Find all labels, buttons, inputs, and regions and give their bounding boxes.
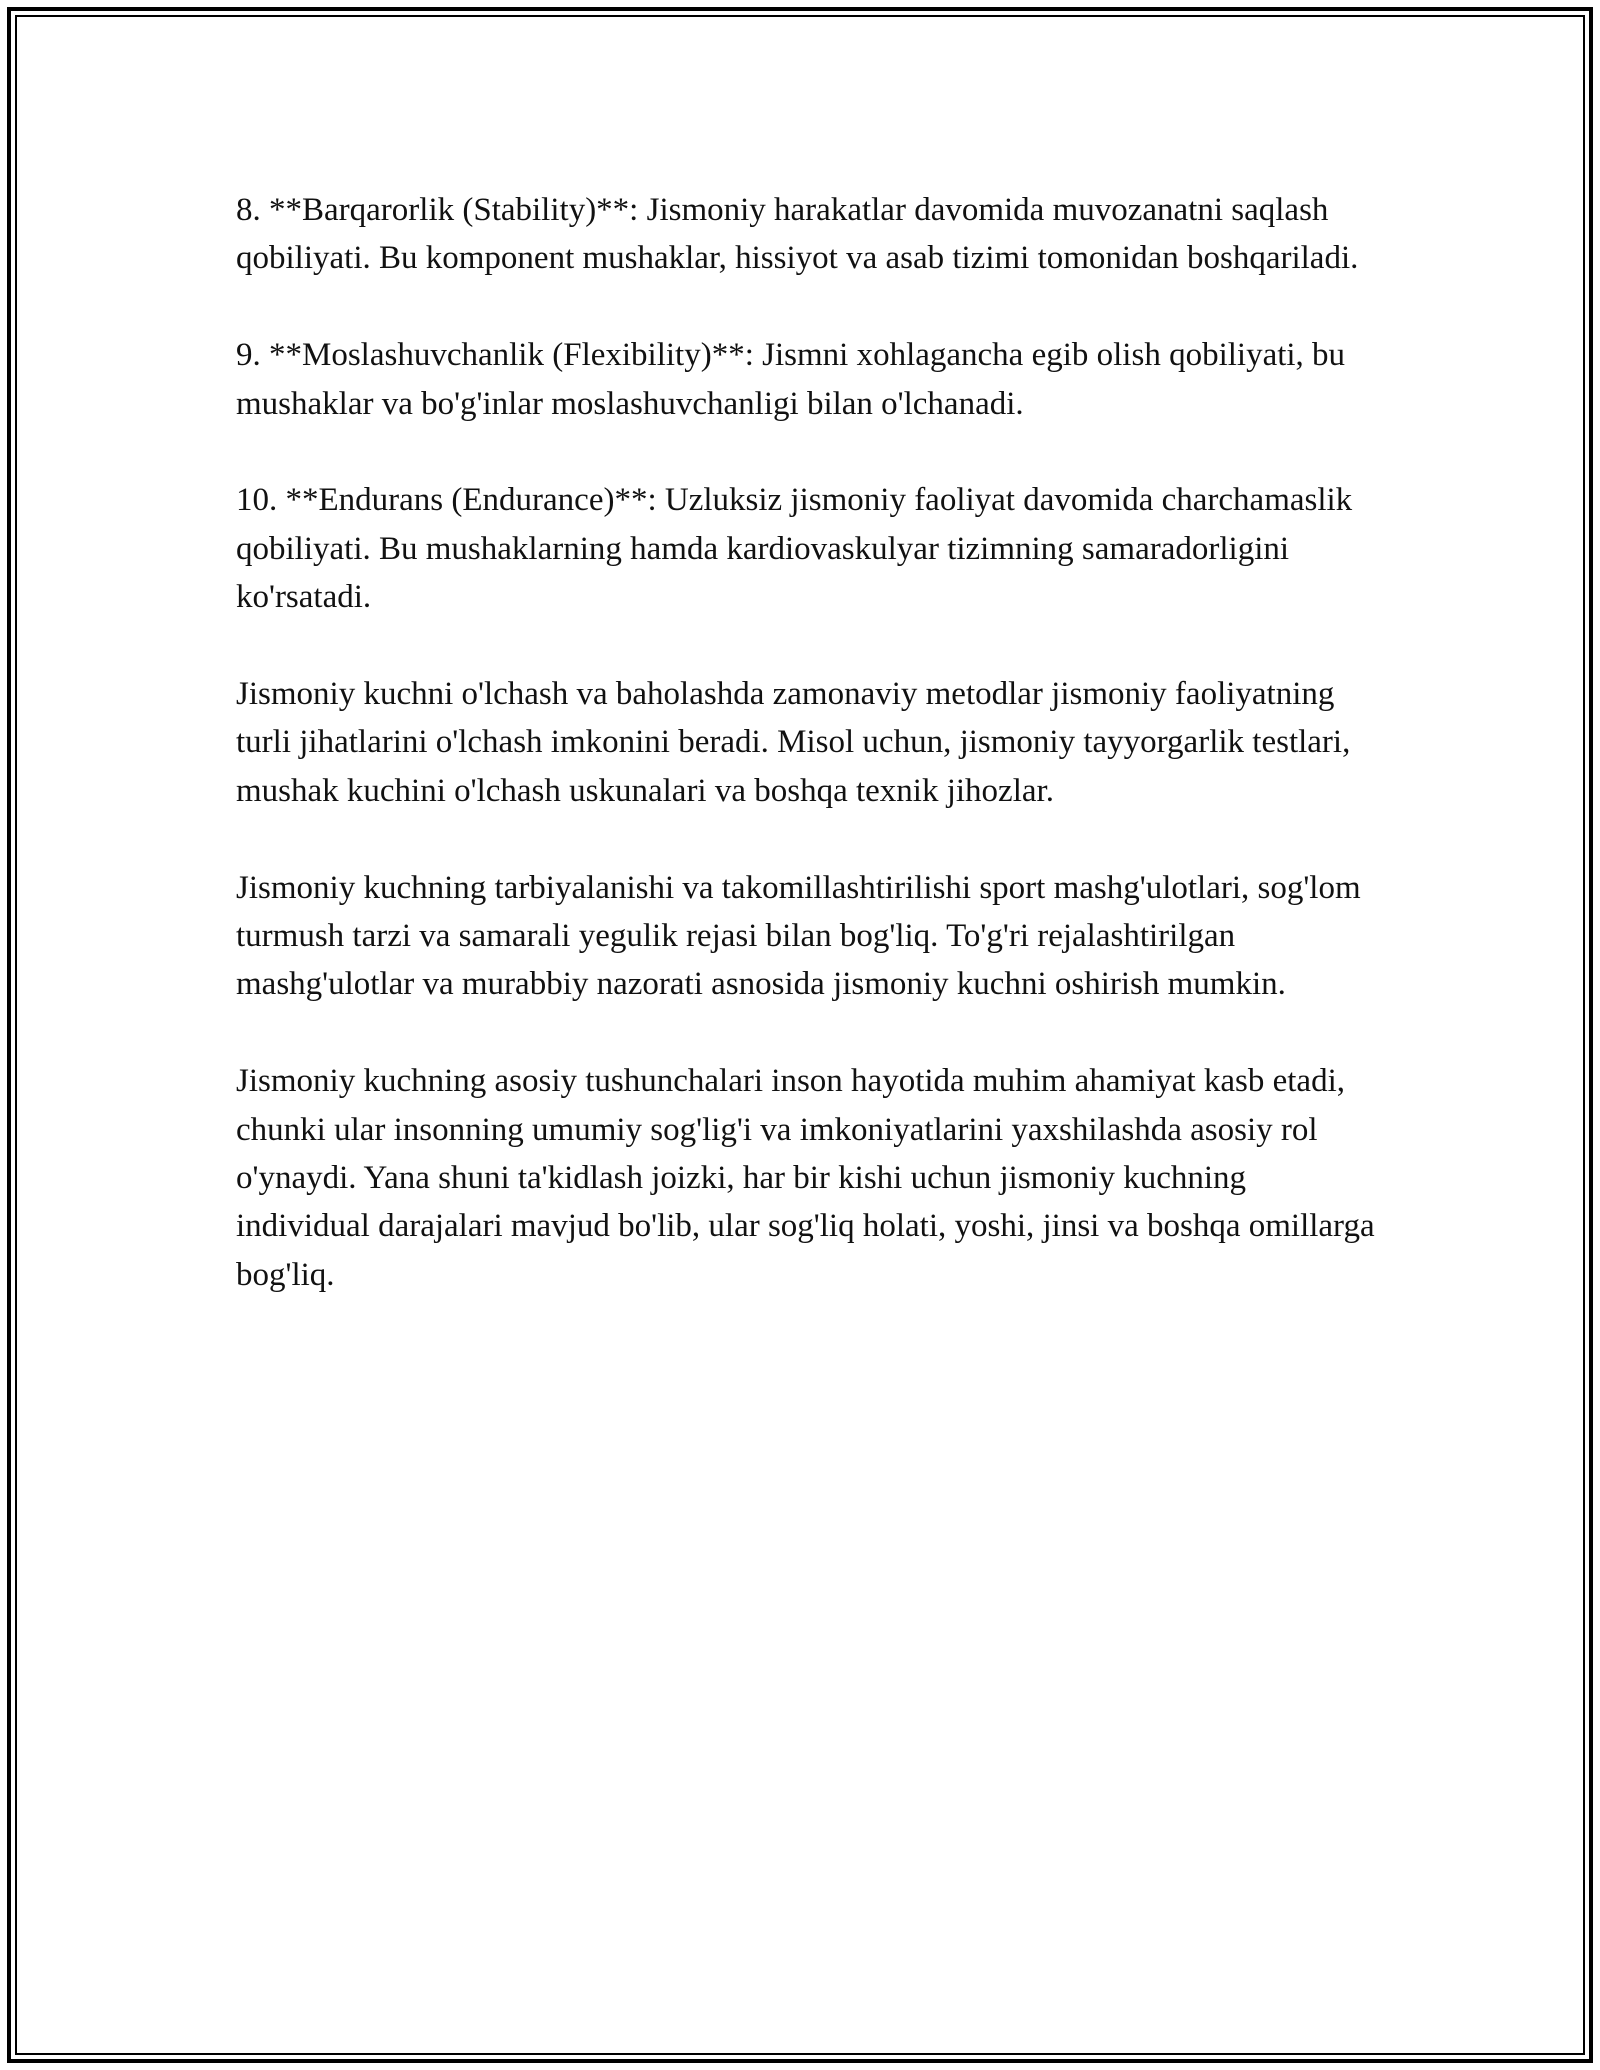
paragraph-endurance: 10. **Endurans (Endurance)**: Uzluksiz jismoniy faoliyat davomida charchamaslik qobiliyati. Bu mushaklarning hamda kardiovaskulyar tizimning samaradorligini ko'rsatadi. — [236, 482, 1353, 616]
paragraph-flexibility: 9. **Moslashuvchanlik (Flexibility)**: Jismni xohlagancha egib olish qobiliyati, bu mushaklar va bo'g'inlar moslashuvchanligi bilan o'lchanadi. — [236, 337, 1346, 422]
paragraph-stability: 8. **Barqarorlik (Stability)**: Jismoniy harakatlar davomida muvozanatni saqlash qobiliyati. Bu komponent mushaklar, hissiyot va asab tizimi tomonidan boshqariladi. — [236, 192, 1359, 277]
paragraph-training: Jismoniy kuchning tarbiyalanishi va takomillashtirilishi sport mashg'ulotlari, sog'lom turmush tarzi va samarali yegulik rejasi bilan bog'liq. To'g'ri rejalashtirilgan mashg'ulotlar va murabbiy nazorati asnosida jismoniy kuchni oshirish mumkin. — [236, 869, 1361, 1003]
paragraph-conclusion: Jismoniy kuchning asosiy tushunchalari inson hayotida muhim ahamiyat kasb etadi, chunki ular insonning umumiy sog'lig'i va imkoniyatlarini yaxshilashda asosiy rol o'ynaydi. Yana shuni ta'kidlash joizki, har bir kishi uchun jismoniy kuchning individual darajalari mavjud bo'lib, ular sog'liq holati, yoshi, jinsi va boshqa omillarga bog'liq. — [236, 1063, 1375, 1293]
paragraph-measurement: Jismoniy kuchni o'lchash va baholashda zamonaviy metodlar jismoniy faoliyatning turli jihatlarini o'lchash imkonini beradi. Misol uchun, jismoniy tayyorgarlik testlari, mushak kuchini o'lchash uskunalari va boshqa texnik jihozlar. — [236, 676, 1351, 809]
document-body — [236, 186, 1376, 1348]
